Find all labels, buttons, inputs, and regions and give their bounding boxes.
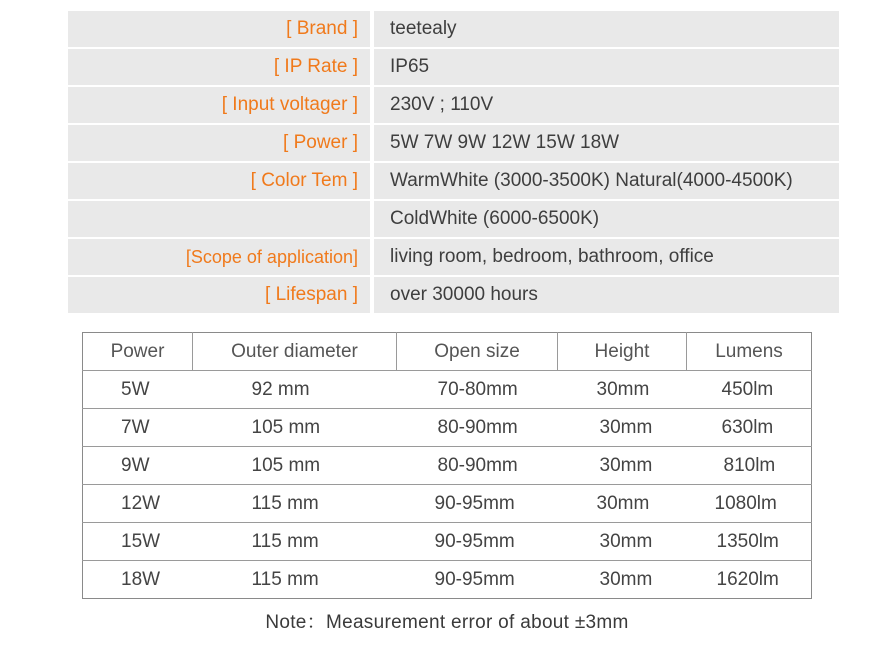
table-cell: 90-95mm	[434, 568, 515, 590]
column-header: Lumens	[687, 333, 812, 371]
spec-row-lifespan	[68, 277, 839, 313]
spec-value: 230V ; 110V	[374, 87, 839, 123]
spec-row-power	[68, 125, 839, 161]
table-row	[83, 371, 812, 409]
table-row	[83, 485, 812, 523]
spec-row-brand	[68, 11, 839, 47]
spec-value: ColdWhite (6000-6500K)	[374, 201, 839, 237]
table-cell: 9W	[83, 447, 193, 485]
table-cell: 18W	[121, 568, 161, 590]
measurement-note: Note：Measurement error of about ±3mm	[265, 612, 629, 633]
table-cell: 70-80mm	[397, 371, 558, 409]
table-cell: 630lm	[687, 409, 812, 447]
table-cell: 80-90mm	[397, 409, 558, 447]
table-cell: 12W	[83, 485, 193, 523]
table-cell: 7W	[83, 409, 193, 447]
table-cell: 450lm	[687, 371, 812, 409]
table-cell: 105 mm	[193, 447, 397, 485]
spec-list	[68, 11, 839, 315]
table-cell: 30mm	[558, 371, 687, 409]
table-row	[83, 561, 812, 599]
column-header: Height	[558, 333, 687, 371]
table-cell: 15W	[83, 523, 193, 561]
column-header: Power	[83, 333, 193, 371]
table-cell: 30mm	[558, 409, 687, 447]
spec-value: teetealy	[374, 11, 839, 47]
spec-label	[68, 201, 370, 237]
table-cell: 115 mm	[193, 485, 397, 523]
table-cell: 1350lm	[687, 523, 812, 561]
table-cell: 1620lm	[716, 568, 779, 590]
table-cell: 90-95mm	[397, 485, 558, 523]
table-cell: 115 mm	[251, 568, 319, 590]
table-cell: 105 mm	[193, 409, 397, 447]
spec-label: [Scope of application]	[68, 239, 370, 275]
table-row	[83, 409, 812, 447]
spec-label: [ Lifespan ]	[68, 277, 370, 313]
table-cell: 115 mm	[193, 523, 397, 561]
spec-row-ip-rate	[68, 49, 839, 85]
spec-value: over 30000 hours	[374, 277, 839, 313]
spec-row-scope	[68, 239, 839, 275]
table-cell: 810lm	[687, 447, 812, 485]
table-row	[83, 447, 812, 485]
column-header: Outer diameter	[193, 333, 397, 371]
table-header-row	[83, 333, 812, 371]
spec-label: [ IP Rate ]	[68, 49, 370, 85]
table-cell: 30mm	[599, 568, 653, 590]
table-cell: 30mm	[558, 523, 687, 561]
spec-value: WarmWhite (3000-3500K) Natural(4000-4500K)	[374, 163, 839, 199]
spec-label: [ Brand ]	[68, 11, 370, 47]
spec-label: [ Color Tem ]	[68, 163, 370, 199]
spec-value: 5W 7W 9W 12W 15W 18W	[374, 125, 839, 161]
spec-row-color-temp	[68, 163, 839, 199]
column-header: Open size	[397, 333, 558, 371]
table-cell: 30mm	[558, 447, 687, 485]
table-cell: 5W	[83, 371, 193, 409]
table-cell: 80-90mm	[397, 447, 558, 485]
spec-value: living room, bedroom, bathroom, office	[374, 239, 839, 275]
spec-row-input-voltage	[68, 87, 839, 123]
table-cell: 92 mm	[193, 371, 397, 409]
table-cell: 30mm	[558, 485, 687, 523]
size-table	[82, 332, 812, 599]
spec-value: IP65	[374, 49, 839, 85]
table-cell: 90-95mm	[397, 523, 558, 561]
spec-label: [ Input voltager ]	[68, 87, 370, 123]
spec-label: [ Power ]	[68, 125, 370, 161]
table-cell: 1080lm	[687, 485, 812, 523]
spec-row-color-temp-cont	[68, 201, 839, 237]
table-row	[83, 523, 812, 561]
